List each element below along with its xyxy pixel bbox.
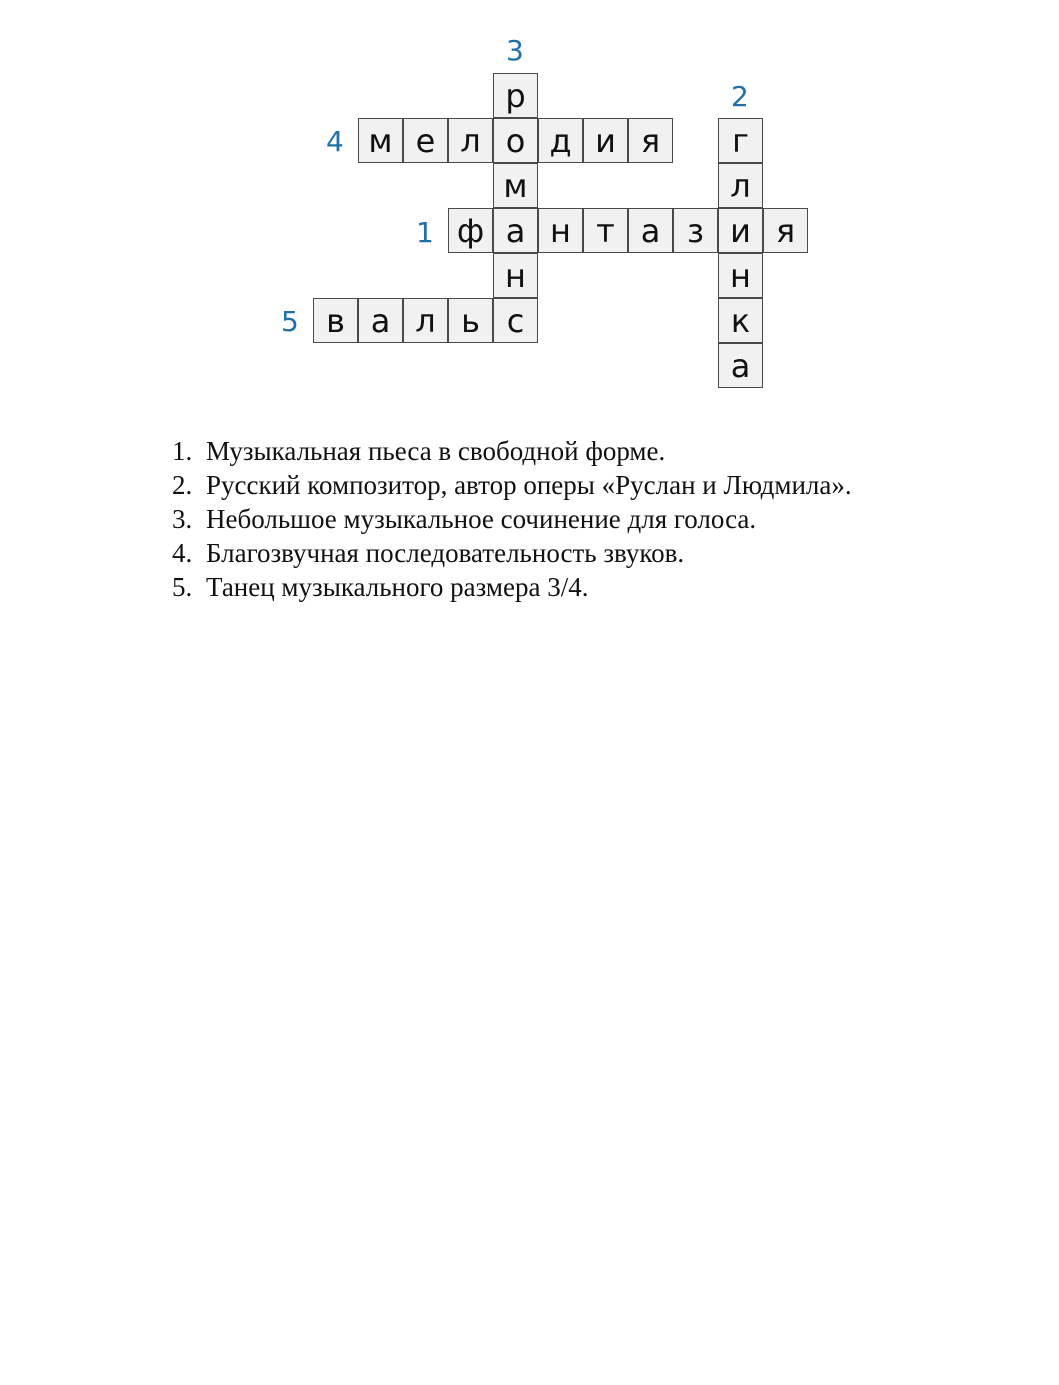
- grid-cell: о: [493, 118, 538, 163]
- clue-text: Небольшое музыкальное сочинение для голоса.: [206, 504, 757, 534]
- word-number-1: 1: [416, 216, 434, 249]
- clue-list: [172, 434, 852, 604]
- grid-cell: д: [538, 118, 583, 163]
- grid-cell: а: [493, 208, 538, 253]
- clue-text: Танец музыкального размера 3/4.: [206, 572, 589, 602]
- grid-cell: а: [718, 343, 763, 388]
- grid-cell: а: [628, 208, 673, 253]
- grid-cell: и: [583, 118, 628, 163]
- grid-cell: г: [718, 118, 763, 163]
- grid-cell: а: [358, 298, 403, 343]
- grid-cell: м: [493, 163, 538, 208]
- clue-item: [172, 502, 852, 536]
- clue-item: [172, 468, 852, 502]
- grid-cell: и: [718, 208, 763, 253]
- clue-text: Русский композитор, автор оперы «Руслан и Людмила».: [206, 470, 852, 500]
- word-number-5: 5: [281, 305, 299, 338]
- clue-number: 5.: [172, 572, 193, 602]
- grid-cell: н: [538, 208, 583, 253]
- clue-number: 3.: [172, 504, 193, 534]
- word-number-2: 2: [731, 80, 749, 113]
- crossword-grid: [0, 0, 1059, 400]
- grid-cell: ь: [448, 298, 493, 343]
- clue-item: [172, 434, 852, 468]
- clue-text: Благозвучная последовательность звуков.: [206, 538, 685, 568]
- clue-number: 2.: [172, 470, 193, 500]
- clue-number: 4.: [172, 538, 193, 568]
- grid-cell: з: [673, 208, 718, 253]
- clue-text: Музыкальная пьеса в свободной форме.: [206, 436, 666, 466]
- grid-cell: л: [403, 298, 448, 343]
- grid-cell: н: [718, 253, 763, 298]
- clue-number: 1.: [172, 436, 193, 466]
- grid-cell: м: [358, 118, 403, 163]
- grid-cell: ф: [448, 208, 493, 253]
- grid-cell: к: [718, 298, 763, 343]
- word-number-4: 4: [326, 125, 344, 158]
- grid-cell: е: [403, 118, 448, 163]
- grid-cell: в: [313, 298, 358, 343]
- clue-item: [172, 536, 852, 570]
- grid-cell: я: [628, 118, 673, 163]
- grid-cell: л: [448, 118, 493, 163]
- grid-cell: р: [493, 73, 538, 118]
- word-number-3: 3: [506, 34, 524, 67]
- grid-cell: т: [583, 208, 628, 253]
- grid-cell: я: [763, 208, 808, 253]
- grid-cell: н: [493, 253, 538, 298]
- grid-cell: с: [493, 298, 538, 343]
- clue-item: [172, 570, 852, 604]
- grid-cell: л: [718, 163, 763, 208]
